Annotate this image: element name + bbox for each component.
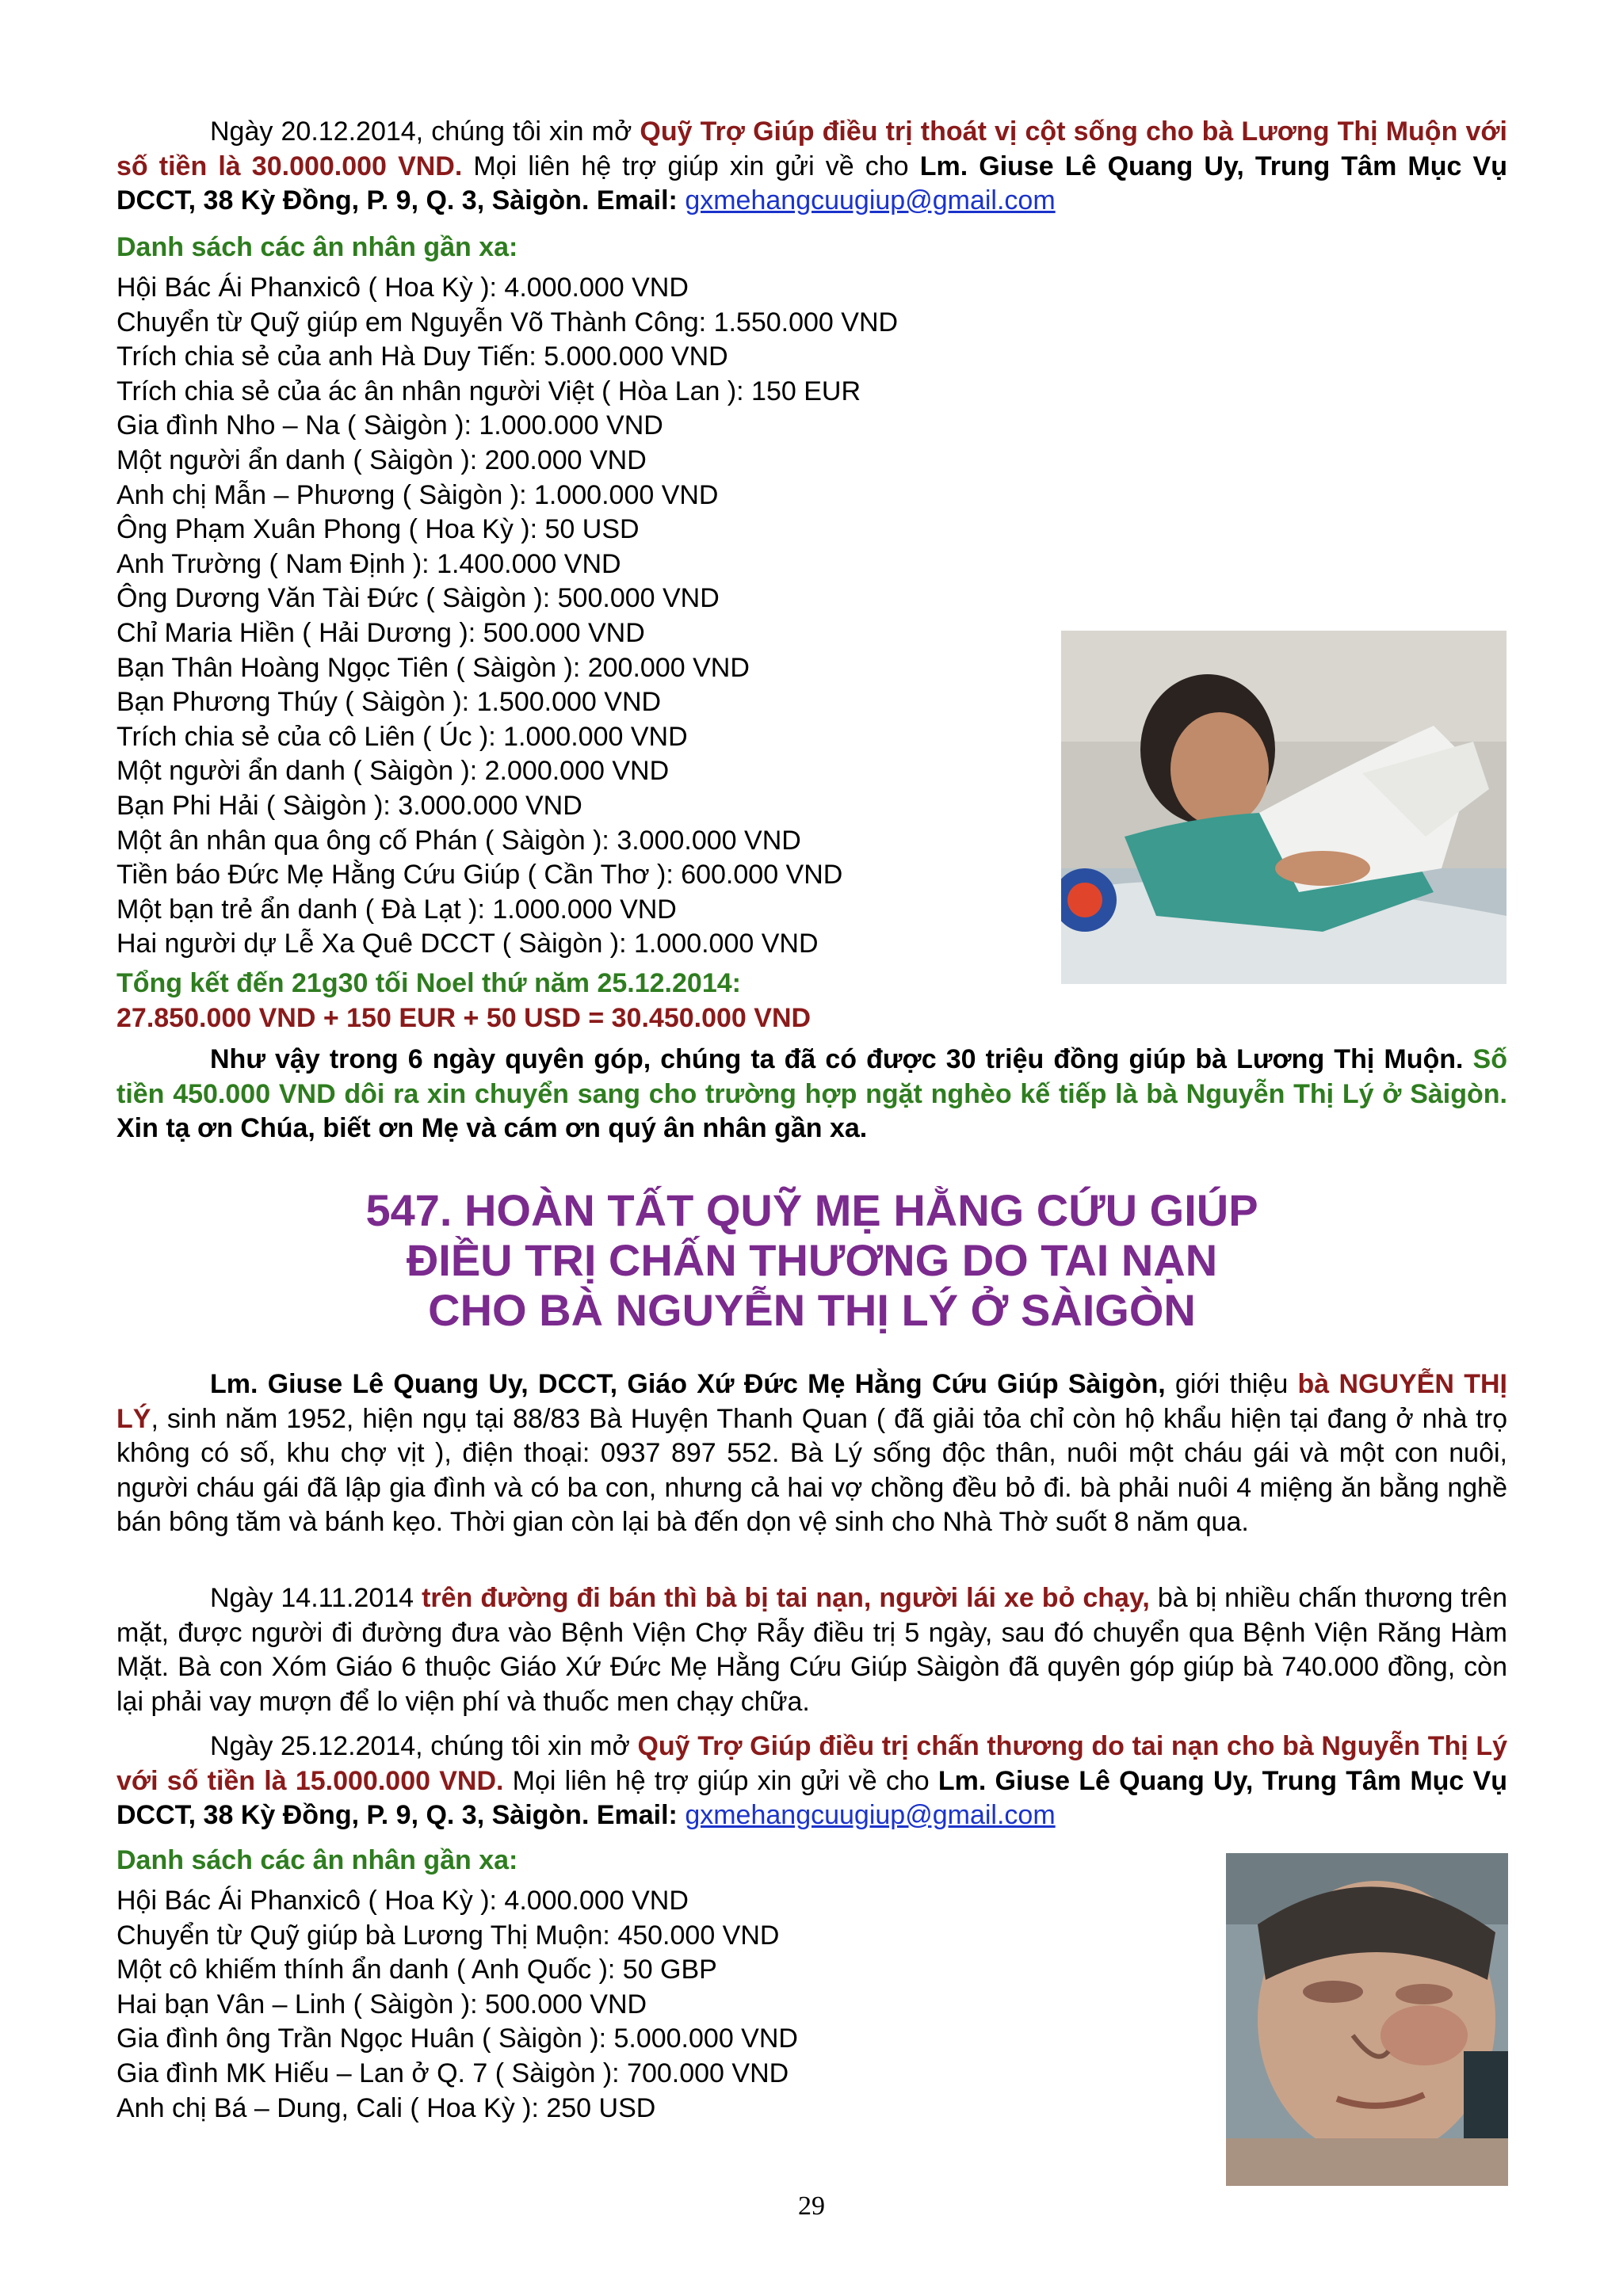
donor-list-heading: Danh sách các ân nhân gần xa: [116,232,518,262]
fund-name-highlight: Quỹ Trợ Giúp điều trị thoát vị cột sống cho bà Lương Thị Muộn với số tiền là 30.000.000 VND. [116,116,1507,181]
title-line: CHO BÀ NGUYỄN THỊ LÝ Ở SÀIGÒN [428,1285,1196,1335]
donor-item: Hội Bác Ái Phanxicô ( Hoa Kỳ ): 4.000.000 VND [116,1886,689,1916]
donor-item: Bạn Phi Hải ( Sàigòn ): 3.000.000 VND [116,790,582,821]
donor-item: Một bạn trẻ ẩn danh ( Đà Lạt ): 1.000.000 VND [116,894,677,925]
page-number: 29 [798,2191,825,2221]
donor-list [116,1884,798,2126]
donor-item: Chỉ Maria Hiền ( Hải Dương ): 500.000 VND [116,617,645,648]
donor-item: Gia đình ông Trần Ngọc Huân ( Sàigòn ): 5.000.000 VND [116,2023,798,2054]
donor-item: Trích chia sẻ của ác ân nhân người Việt ( Hòa Lan ): 150 EUR [116,376,861,406]
donor-item: Trích chia sẻ của anh Hà Duy Tiến: 5.000.000 VND [116,341,728,372]
fund-announcement-paragraph [116,115,1507,219]
donor-item: Trích chia sẻ của cô Liên ( Úc ): 1.000.000 VND [116,721,688,752]
donor-item: Một ân nhân qua ông cố Phán ( Sàigòn ): 3.000.000 VND [116,825,801,856]
donor-item: Gia đình MK Hiếu – Lan ở Q. 7 ( Sàigòn ): 700.000 VND [116,2058,789,2088]
donor-item: Ông Phạm Xuân Phong ( Hoa Kỳ ): 50 USD [116,514,640,545]
donor-item: Tiền báo Đức Mẹ Hằng Cứu Giúp ( Cần Thơ ): 600.000 VND [116,860,843,891]
total-summary-amount: 27.850.000 VND + 150 EUR + 50 USD = 30.450.000 VND [116,1003,812,1033]
intro-text: , sinh năm 1952, hiện ngụ tại 88/83 Bà Huyện Thanh Quan ( đã giải tỏa chỉ còn hộ khẩu hiện tại đang ở nhà trọ không có số, khu chợ vịt ), điện thoại: 0937 897 552. Bà Lý sống độc thân, nuôi một cháu gái và một con nuôi, người cháu gái đã lập gia đình và có ba con, nhưng cả hai vợ chồng đều bỏ đi. bà phải nuôi 4 miệng ăn bằng nghề bán bông tăm và bánh kẹo. Thời gian còn lại bà đến dọn vệ sinh cho Nhà Thờ suốt 8 năm qua. [116,1403,1507,1537]
accident-text: Ngày 14.11.2014 [210,1583,422,1613]
contact-info: Lm. Giuse Lê Quang Uy, Trung Tâm Mục Vụ DCCT, 38 Kỳ Đồng, P. 9, Q. 3, Sàigòn. Email: [116,151,1507,215]
collection-summary-paragraph [116,1043,1507,1146]
accident-text: bà bị nhiều chấn thương trên mặt, được người đi đường đưa vào Bệnh Viện Chợ Rẫy điều trị 5 ngày, sau đó chuyển qua Bệnh Viện Răng Hàm Mặt. Bà con Xóm Giáo 6 thuộc Giáo Xứ Đức Mẹ Hằng Cứu Giúp Sàigòn đã quyên góp giúp bà 740.000 đồng, còn lại phải vay mượn để lo viện phí và thuốc men chạy chữa. [116,1583,1507,1717]
summary-text: Như vậy trong 6 ngày quyên góp, chúng ta đã có được 30 triệu đồng giúp bà Lương Thị Muộn. [210,1044,1464,1074]
announcement-text: Ngày 20.12.2014, chúng tôi xin mở [210,116,640,147]
donor-item: Chuyển từ Quỹ giúp em Nguyễn Võ Thành Công: 1.550.000 VND [116,307,899,338]
donor-item: Anh chị Mẫn – Phương ( Sàigòn ): 1.000.000 VND [116,479,719,510]
donor-item: Một cô khiếm thính ẩn danh ( Anh Quốc ): 50 GBP [116,1955,717,1985]
announcement-text: Mọi liên hệ trợ giúp xin gửi về cho [462,151,920,181]
donor-list-heading: Danh sách các ân nhân gần xa: [116,1845,518,1875]
accident-paragraph [116,1581,1507,1719]
donor-item: Gia đình Nho – Na ( Sàigòn ): 1.000.000 VND [116,410,663,441]
title-line: 547. HOÀN TẤT QUỸ MẸ HẰNG CỨU GIÚP [365,1185,1258,1235]
author-line: Lm. Giuse Lê Quang Uy, DCCT, Giáo Xứ Đức Mẹ Hằng Cứu Giúp Sàigòn, [210,1369,1166,1399]
donor-item: Bạn Phương Thúy ( Sàigòn ): 1.500.000 VND [116,687,662,718]
intro-text: giới thiệu [1165,1369,1298,1399]
patient-photo-face-injury [1226,1853,1508,2186]
introduction-paragraph [116,1367,1507,1540]
beneficiary-name: bà NGUYỄN THỊ LÝ [116,1369,1507,1434]
donor-item: Hai bạn Vân – Linh ( Sàigòn ): 500.000 VND [116,1989,647,2019]
donor-item: Một người ẩn danh ( Sàigòn ): 200.000 VND [116,444,647,475]
fund-announcement-paragraph [116,1730,1507,1833]
email-link[interactable]: gxmehangcuugiup@gmail.com [685,1800,1056,1830]
transfer-note: Số tiền 450.000 VND dôi ra xin chuyển sang cho trường hợp ngặt nghèo kế tiếp là bà Nguyễn Thị Lý ở Sàigòn. [116,1044,1507,1109]
thanks-text: Xin tạ ơn Chúa, biết ơn Mẹ và cám ơn quý ân nhân gần xa. [116,1113,868,1143]
total-summary-label: Tổng kết đến 21g30 tối Noel thứ năm 25.12.2014: [116,968,741,998]
email-link[interactable]: gxmehangcuugiup@gmail.com [685,185,1056,215]
donor-list [116,271,898,962]
donor-item: Hội Bác Ái Phanxicô ( Hoa Kỳ ): 4.000.000 VND [116,273,689,303]
donor-item: Một người ẩn danh ( Sàigòn ): 2.000.000 VND [116,756,670,787]
fund-name-highlight: Quỹ Trợ Giúp điều trị chấn thương do tai nạn cho bà Nguyễn Thị Lý với số tiền là 15.000.000 VND. [116,1731,1507,1796]
donor-item: Ông Dương Văn Tài Đức ( Sàigòn ): 500.000 VND [116,583,720,614]
accident-highlight: trên đường đi bán thì bà bị tai nạn, người lái xe bỏ chạy, [422,1583,1150,1613]
announcement-text: Ngày 25.12.2014, chúng tôi xin mở [210,1731,638,1761]
announcement-text: Mọi liên hệ trợ giúp xin gửi về cho [503,1765,938,1796]
donor-item: Chuyển từ Quỹ giúp bà Lương Thị Muộn: 450.000 VND [116,1920,780,1951]
section-title [116,1185,1507,1335]
donor-item: Bạn Thân Hoàng Ngọc Tiên ( Sàigòn ): 200.000 VND [116,652,750,683]
donor-item: Anh Trường ( Nam Định ): 1.400.000 VND [116,548,621,579]
patient-photo-hospital-bed [1061,631,1507,984]
donor-item: Anh chị Bá – Dung, Cali ( Hoa Kỳ ): 250 USD [116,2092,656,2123]
title-line: ĐIỀU TRỊ CHẤN THƯƠNG DO TAI NẠN [406,1235,1218,1285]
donor-item: Hai người dự Lễ Xa Quê DCCT ( Sàigòn ): 1.000.000 VND [116,929,819,959]
contact-info: Lm. Giuse Lê Quang Uy, Trung Tâm Mục Vụ DCCT, 38 Kỳ Đồng, P. 9, Q. 3, Sàigòn. Email: [116,1765,1507,1830]
